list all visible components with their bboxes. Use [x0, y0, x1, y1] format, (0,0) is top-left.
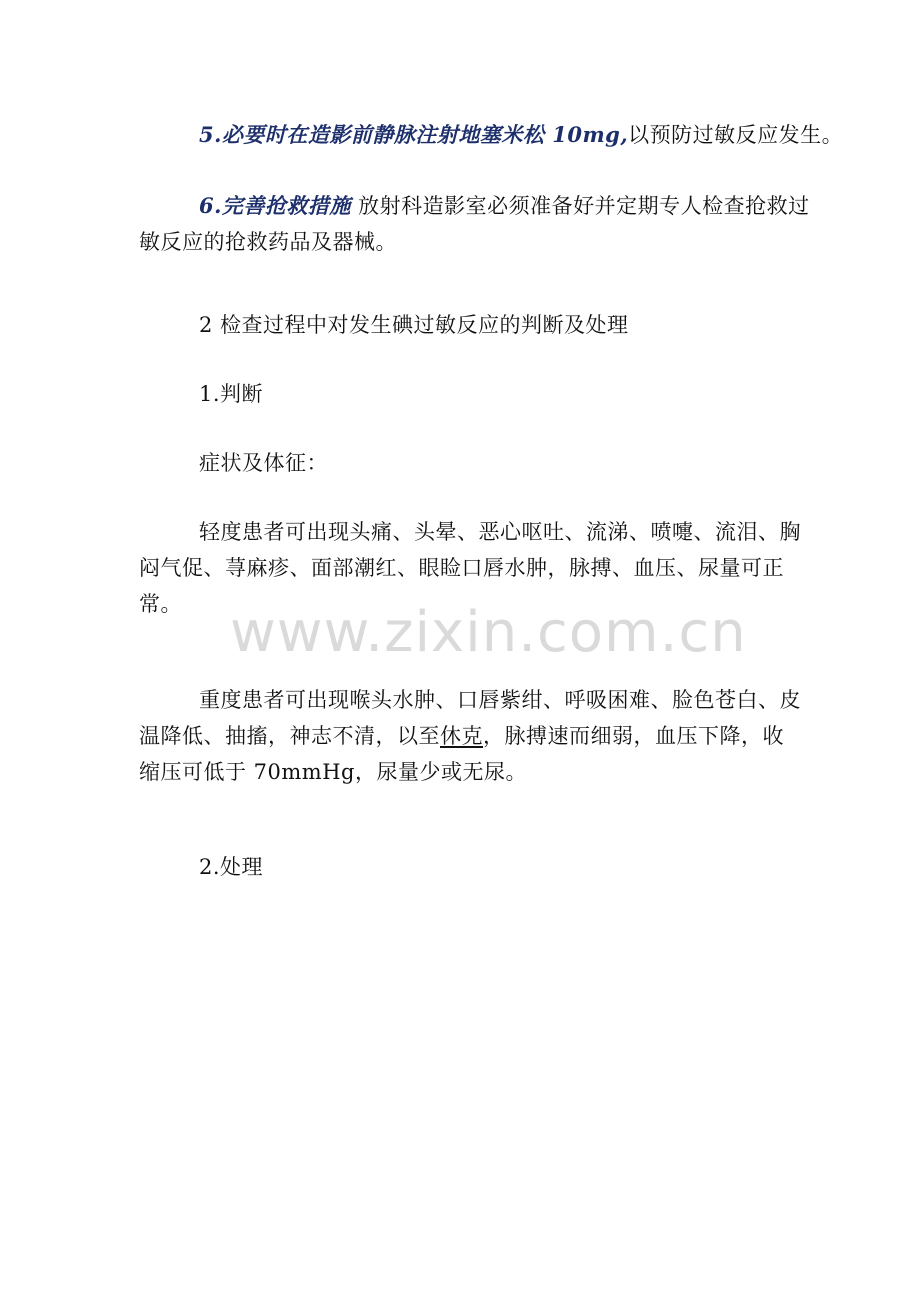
mild-symptoms-paragraph: [139, 514, 801, 622]
paragraph-item-6: [139, 188, 810, 260]
severe-symptoms-paragraph: [139, 682, 801, 790]
subsection-1-heading: [139, 376, 789, 412]
severe-line-1: 重度患者可出现喉头水肿、口唇紫绀、呼吸困难、脸色苍白、皮: [199, 688, 801, 712]
severe-line-2-pre: 温降低、抽搐，神志不清，以至: [139, 724, 440, 748]
paragraph-6-line-1: [139, 188, 810, 224]
mild-line-2: 闷气促、荨麻疹、面部潮红、眼睑口唇水肿，脉搏、血压、尿量可正: [139, 556, 784, 580]
section-2-heading-text: 2 检查过程中对发生碘过敏反应的判断及处理: [199, 313, 629, 337]
paragraph-6-text-1: 放射科造影室必须准备好并定期专人检查抢救过: [350, 194, 810, 218]
subsection-2-heading: [139, 849, 789, 885]
paragraph-item-5: [139, 117, 844, 153]
section-2-heading: [139, 307, 789, 343]
subsection-2-heading-text: 2.处理: [199, 855, 264, 879]
severe-line-3: 缩压可低于 70mmHg，尿量少或无尿。: [139, 760, 527, 784]
mild-line-3: 常。: [139, 592, 182, 616]
paragraph-6-line-2: 敏反应的抢救药品及器械。: [139, 230, 397, 254]
paragraph-5-line: [139, 117, 844, 153]
paragraph-6-emphasis: 6.完善抢救措施: [199, 193, 351, 218]
severe-line-2-post: ，脉搏速而细弱，血压下降，收: [483, 724, 784, 748]
subsection-1-heading-text: 1.判断: [199, 382, 264, 406]
watermark-text: www.zixin.com.cn: [230, 600, 747, 665]
paragraph-5-text: 以预防过敏反应发生。: [628, 123, 844, 147]
paragraph-5-emphasis: 5.必要时在造影前静脉注射地塞米松 10mg,: [199, 122, 629, 147]
severe-line-2: [139, 718, 789, 754]
symptoms-heading-text: 症状及体征：: [199, 451, 328, 475]
symptoms-heading: [139, 445, 789, 481]
mild-line-1: 轻度患者可出现头痛、头晕、恶心呕吐、流涕、喷嚏、流泪、胸: [199, 520, 801, 544]
shock-link[interactable]: 休克: [440, 724, 483, 748]
